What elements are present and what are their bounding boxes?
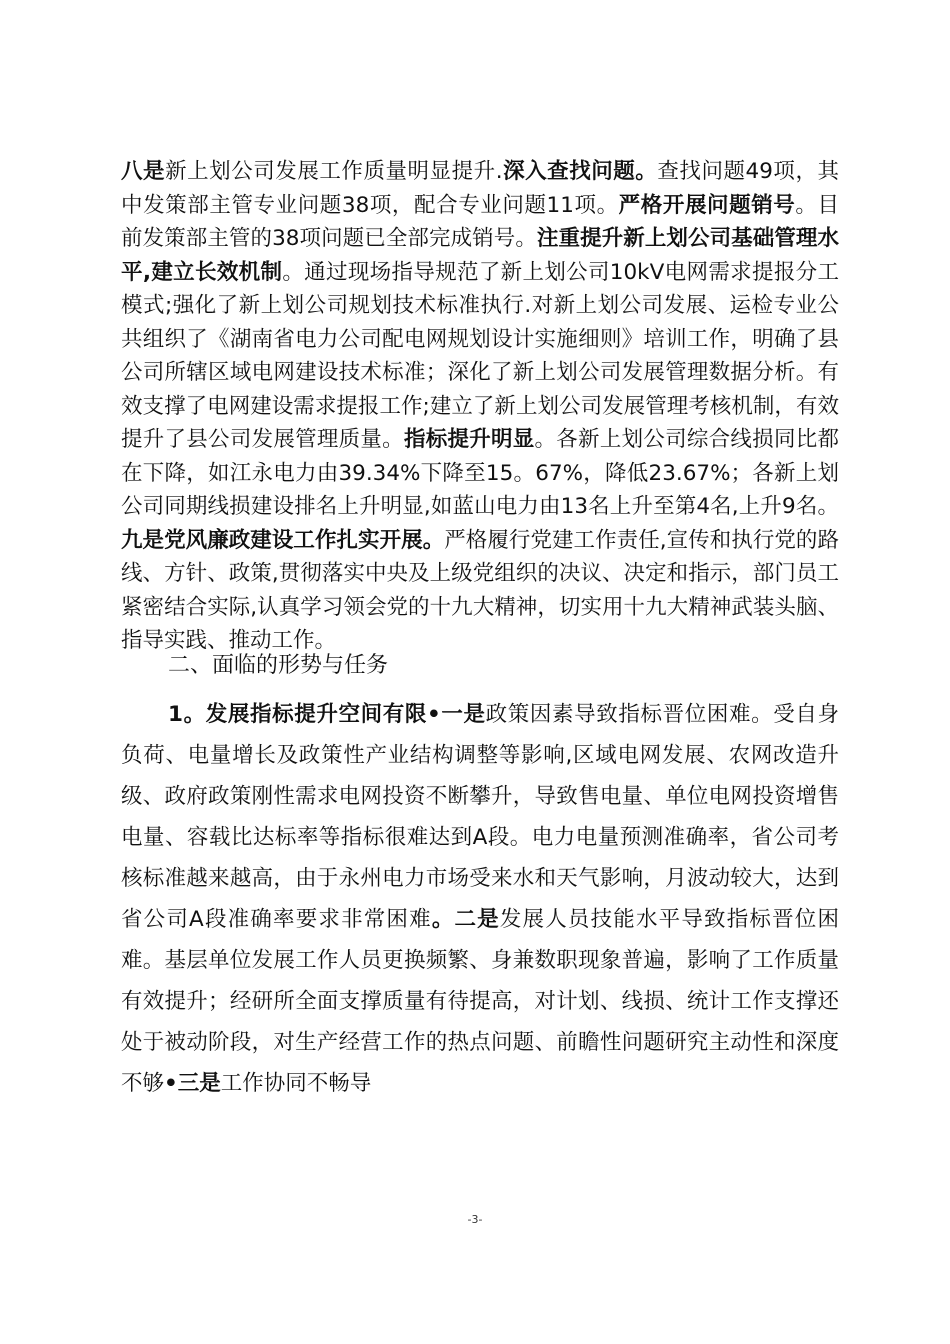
body-paragraph-1 — [121, 155, 839, 658]
text-run: 查找问题49项，其中发策部主管专业问题38项，配合专业问题11项。 — [121, 159, 839, 218]
text-run: 新上划公司发展工作质量明显提升. — [165, 159, 503, 184]
bold-text-run: 九是党风廉政建设工作扎实开展。 — [121, 527, 445, 553]
text-run: 严格履行党建工作责任,宣传和执行党的路线、方针、政策,贯彻落实中央及上级党组织的决议、决定和指示，部门员工紧密结合实际,认真学习领会党的十九大精神，切实用十九大精神武装头脑、指导实践、推动工作。 — [121, 527, 839, 653]
text-run: 政策因素导致指标晋位困难。受自身负荷、电量增长及政策性产业结构调整等影响,区域电网发展、农网改造升级、政府政策刚性需求电网投资不断攀升，导致售电量、单位电网投资增售电量、容载比达标率等指标很难达到A段。电力电量预测准确率，省公司考核标准越来越高，由于永州电力市场受来水和天气影响，月波动较大，达到省公司A段准确率要求非常困难 — [121, 702, 839, 932]
bold-text-run: 指标提升明显 — [403, 427, 535, 452]
text-run: 。各新上划公司综合线损同比都在下降，如江永电力由39.34%下降至15。67%，降低23.67%；各新上划公司同期线损建设排名上升明显,如蓝山电力由13名上升至第4名,上升9名。 — [121, 427, 839, 519]
bold-text-run: 深入查找问题。 — [502, 159, 658, 184]
bold-text-run: 八是 — [121, 159, 166, 184]
text-run: 。通过现场指导规范了新上划公司10kV电网需求提报分工模式;强化了新上划公司规划技术标准执行.对新上划公司发展、运检专业公共组织了《湖南省电力公司配电网规划设计实施细则》培训工作，明确了县公司所辖区域电网建设技术标准；深化了新上划公司发展管理数据分析。有效支撑了电网建设需求提报工作;建立了新上划公司发展管理考核机制，有效提升了县公司发展管理质量。 — [121, 259, 839, 452]
bold-text-run: 注重提升新上划公司基础管理水平,建立长效机制 — [121, 226, 839, 285]
section-heading: 二、面临的形势与任务 — [168, 653, 389, 678]
bold-text-run: •三是 — [164, 1071, 221, 1096]
bold-text-run: 。二是 — [431, 907, 500, 932]
bold-text-run: 严格开展问题销号 — [618, 192, 796, 218]
text-run: 工作协同不畅导 — [220, 1071, 372, 1096]
bold-text-run: 1。发展指标提升空间有限•一是 — [168, 702, 486, 727]
text-run: 。目前发策部主管的38项问题已全部完成销号。 — [121, 192, 839, 251]
text-run: 发展人员技能水平导致指标晋位困难。基层单位发展工作人员更换频繁、身兼数职现象普遍，影响了工作质量有效提升；经研所全面支撑质量有待提高，对计划、线损、统计工作支撑还处于被动阶段，对生产经营工作的热点问题、前瞻性问题研究主动性和深度不够 — [121, 907, 839, 1096]
body-paragraph-2 — [121, 694, 839, 1104]
page-number: -3- — [467, 1213, 483, 1226]
